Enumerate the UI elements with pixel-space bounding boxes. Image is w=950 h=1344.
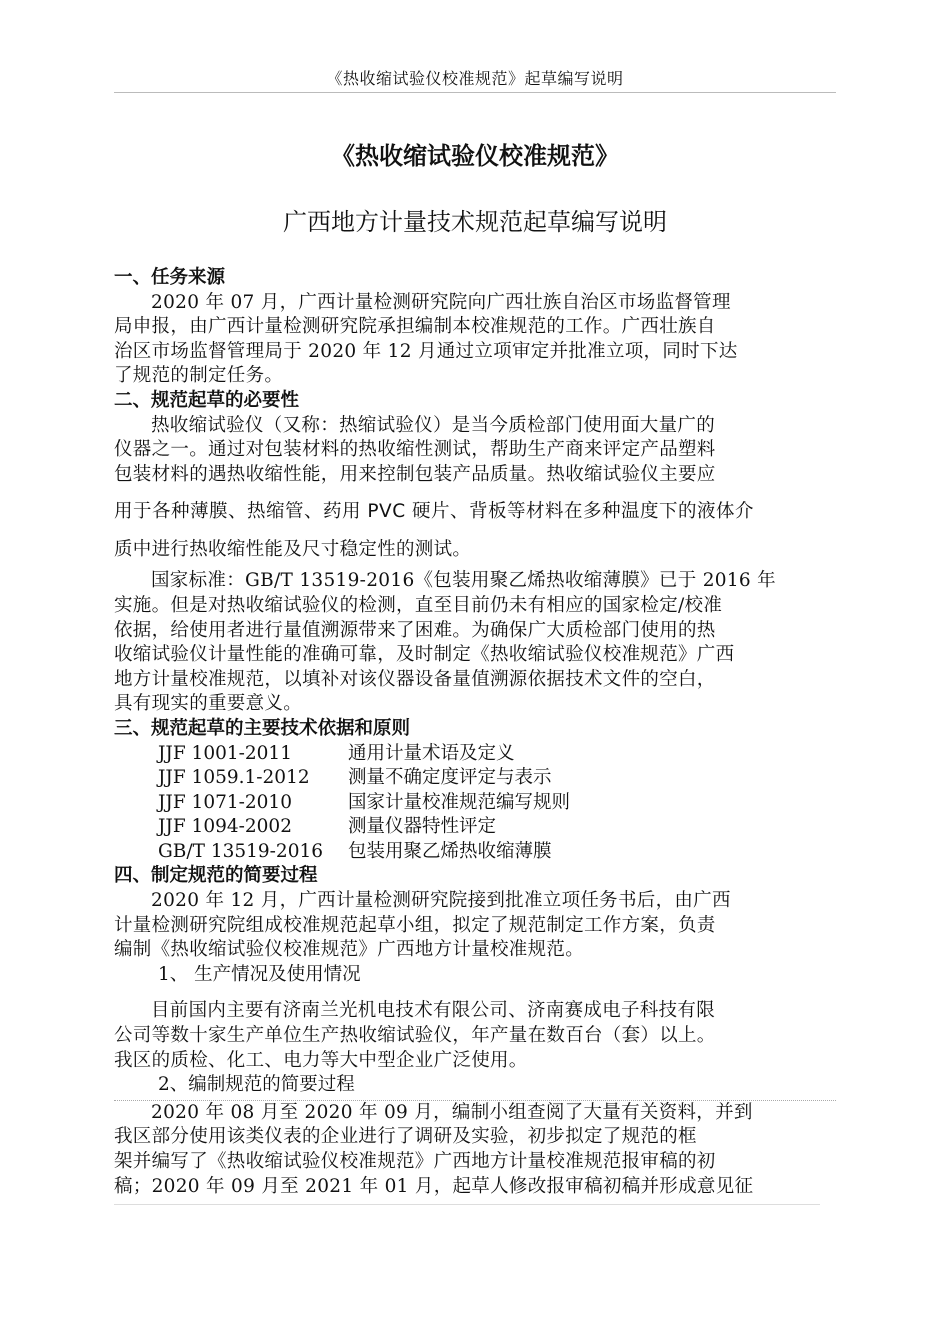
reference-code: JJF 1059.1-2012 xyxy=(158,767,310,789)
text-line: 目前国内主要有济南兰光机电技术有限公司、济南赛成电子科技有限 xyxy=(151,1000,716,1022)
document-body xyxy=(114,266,836,1199)
header-rule xyxy=(114,92,836,93)
text-line: 热收缩试验仪（又称：热缩试验仪）是当今质检部门使用面大量广的 xyxy=(151,414,716,436)
reference-code: JJF 1094-2002 xyxy=(158,816,292,838)
text-line: 计量检测研究院组成校准规范起草小组，拟定了规范制定工作方案，负责 xyxy=(114,914,716,936)
section-heading-2: 二、规范起草的必要性 xyxy=(114,389,300,411)
page-bottom-rule xyxy=(114,1204,820,1205)
reference-code: JJF 1001-2011 xyxy=(158,742,292,764)
reference-code: GB/T 13519-2016 xyxy=(158,840,324,862)
text-line: 架并编写了《热收缩试验仪校准规范》广西地方计量校准规范报审稿的初 xyxy=(114,1151,716,1172)
text-line: 了规范的制定任务。 xyxy=(114,365,284,387)
process-paragraph-2 xyxy=(114,999,836,1073)
reference-title: 测量不确定度评定与表示 xyxy=(348,767,552,789)
text-line: 具有现实的重要意义。 xyxy=(114,693,303,715)
text-line: 2020 年 12 月，广西计量检测研究院接到批准立项任务书后，由广西 xyxy=(151,890,731,912)
text-line: 局申报，由广西计量检测研究院承担编制本校准规范的工作。广西壮族自 xyxy=(114,316,716,338)
running-header: 《热收缩试验仪校准规范》起草编写说明 xyxy=(326,69,624,88)
text-line: 稿；2020 年 09 月至 2021 年 01 月，起草人修改报审稿初稿并形成意见征 xyxy=(114,1175,754,1197)
text-line: 收缩试验仪计量性能的准确可靠，及时制定《热收缩试验仪校准规范》广西 xyxy=(114,644,735,666)
text-line: 我区的质检、化工、电力等大中型企业广泛使用。 xyxy=(114,1049,528,1071)
reference-list xyxy=(114,742,836,865)
necessity-paragraph-1 xyxy=(114,414,836,570)
subsection-item-1: 1、 生产情况及使用情况 xyxy=(158,963,361,985)
reference-row xyxy=(114,742,836,767)
reference-title: 测量仪器特性评定 xyxy=(348,816,497,838)
process-paragraph-1 xyxy=(114,889,836,963)
subsection-item-2: 2、编制规范的简要过程 xyxy=(158,1074,355,1096)
text-line: 实施。但是对热收缩试验仪的检测，直至目前仍未有相应的国家检定/校准 xyxy=(114,594,723,616)
text-line: 我区部分使用该类仪表的企业进行了调研及实验，初步拟定了规范的框 xyxy=(114,1126,697,1148)
text-line: 用于各种薄膜、热缩管、药用 PVC 硬片、背板等材料在多种温度下的液体介 xyxy=(114,501,754,523)
section-heading-4: 四、制定规范的简要过程 xyxy=(114,865,318,887)
reference-row xyxy=(114,840,836,865)
reference-title: 包装用聚乙烯热收缩薄膜 xyxy=(348,840,552,862)
document-title: 《热收缩试验仪校准规范》 xyxy=(331,142,619,170)
text-line: 仪器之一。通过对包装材料的热收缩性测试，帮助生产商来评定产品塑料 xyxy=(114,439,716,461)
document-subtitle: 广西地方计量技术规范起草编写说明 xyxy=(283,208,667,236)
text-line: 治区市场监督管理局于 2020 年 12 月通过立项审定并批准立项，同时下达 xyxy=(114,340,738,362)
text-line: 质中进行热收缩性能及尺寸稳定性的测试。 xyxy=(114,539,472,561)
reference-title: 国家计量校准规范编写规则 xyxy=(348,791,571,813)
section-heading-1: 一、任务来源 xyxy=(114,267,226,288)
text-line: 编制《热收缩试验仪校准规范》广西地方计量校准规范。 xyxy=(114,939,585,961)
section-heading-3: 三、规范起草的主要技术依据和原则 xyxy=(114,717,411,739)
reference-row xyxy=(114,815,836,840)
reference-row xyxy=(114,791,836,816)
text-line: 2020 年 07 月，广西计量检测研究院向广西壮族自治区市场监督管理 xyxy=(151,291,731,313)
text-line: 国家标准：GB/T 13519-2016《包装用聚乙烯热收缩薄膜》已于 2016 年 xyxy=(151,570,776,592)
task-source-paragraph xyxy=(114,291,836,389)
text-line: 包装材料的遇热收缩性能，用来控制包装产品质量。热收缩试验仪主要应 xyxy=(114,463,716,485)
reference-title: 通用计量术语及定义 xyxy=(348,742,515,764)
reference-code: JJF 1071-2010 xyxy=(158,791,292,813)
spacer xyxy=(114,987,836,999)
text-line: 地方计量校准规范，以填补对该仪器设备量值溯源依据技术文件的空白， xyxy=(114,668,716,690)
necessity-paragraph-2 xyxy=(114,569,836,717)
text-line: 公司等数十家生产单位生产热收缩试验仪，年产量在数百台（套）以上。 xyxy=(114,1025,716,1047)
reference-row xyxy=(114,766,836,791)
text-line: 2020 年 08 月至 2020 年 09 月，编制小组查阅了大量有关资料，并到 xyxy=(151,1101,753,1123)
text-line: 依据，给使用者进行量值溯源带来了困难。为确保广大质检部门使用的热 xyxy=(114,619,716,641)
process-paragraph-3 xyxy=(114,1101,836,1199)
